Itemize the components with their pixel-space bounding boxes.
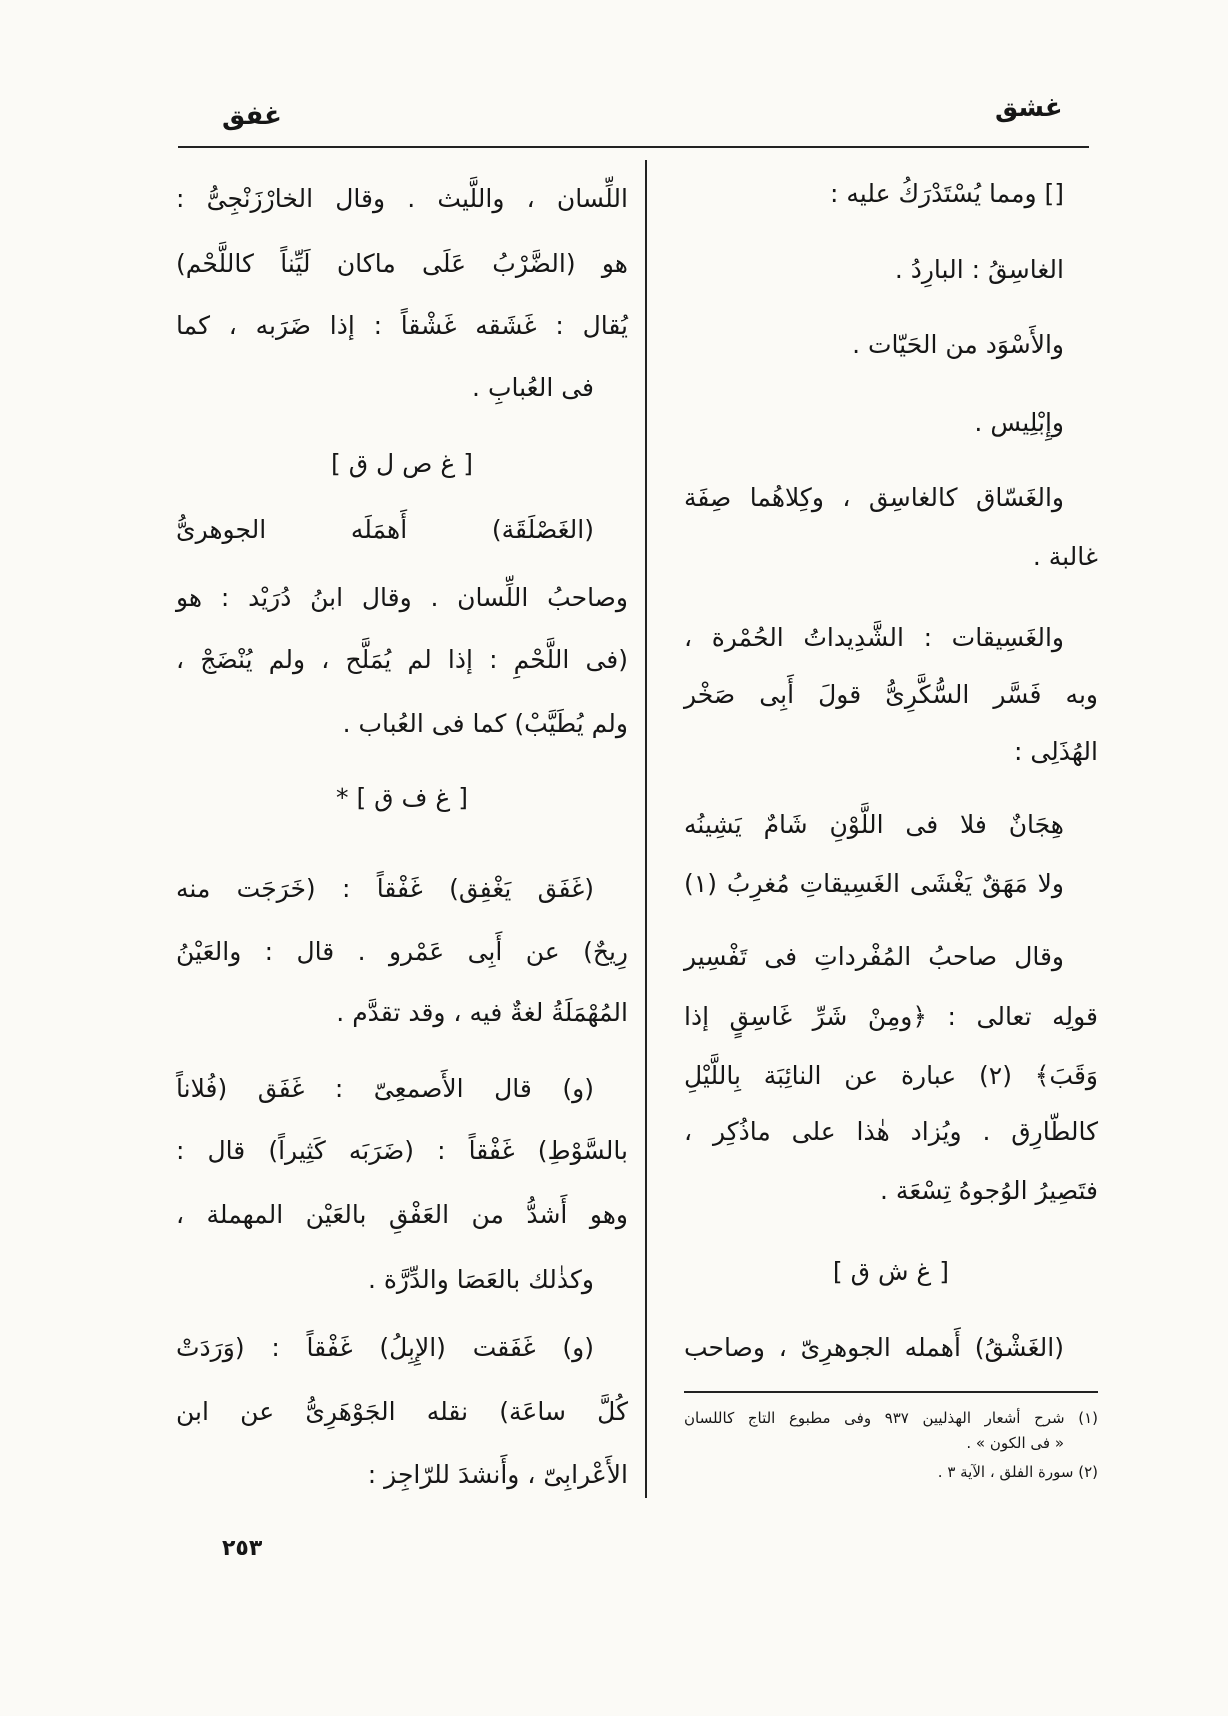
text-line: وبه فَسَّر السُّكَّرِىُّ قولَ أَبِى صَخْر — [684, 680, 1098, 709]
text-line: والغَسِيقات : الشَّدِيداتُ الحُمْرة ، — [684, 623, 1064, 652]
text-line: والأَسْوَد من الحَيّات . — [852, 330, 1064, 359]
text-line: كُلَّ ساعَة) نقله الجَوْهَرِىُّ عن ابن — [176, 1397, 628, 1426]
text-line: هو (الضَّرْبُ عَلَى ماكان لَيِّناً كاللَّحْم) — [176, 249, 628, 278]
text-line: وَقَبَ﴾ (٢) عبارة عن النائِبَة بِاللَّيْلِ — [684, 1061, 1099, 1090]
text-line: وكذٰلك بالعَصَا والدِّرَّة . — [367, 1265, 594, 1294]
text-line: ولم يُطَيَّبْ) كما فى العُباب . — [342, 709, 628, 738]
verse-line: هِجَانٌ فلا فى اللَّوْنِ شَامٌ يَشِينُه — [684, 810, 1064, 839]
running-head-left: غفق — [222, 101, 282, 131]
entry-heading: [ غ ش ق ] — [832, 1257, 950, 1286]
left-column — [176, 0, 628, 1716]
text-line: يُقال : غَشَقه غَشْقاً : إذا ضَرَبه ، كما — [176, 311, 628, 340]
running-head-right: غشق — [995, 93, 1063, 123]
text-line: قولِه تعالى : ﴿ومِنْ شَرِّ غَاسِقٍ إذا — [684, 1002, 1098, 1031]
footnote-rule — [684, 1391, 1098, 1393]
text-line: والغَسّاق كالغاسِق ، وكِلاهُما صِفَة — [684, 483, 1064, 512]
text-line: المُهْمَلَةُ لغةٌ فيه ، وقد تقدَّم . — [336, 998, 628, 1027]
text-line: الأَعْرابِىّ ، وأَنشدَ للرّاجِز : — [367, 1460, 628, 1489]
entry-heading: [ غ ف ق ] * — [336, 783, 468, 812]
text-line: [] ومما يُسْتَدْرَكُ عليه : — [830, 179, 1064, 208]
entry-heading: [ غ ص ل ق ] — [331, 449, 473, 478]
text-line: وهو أَشدُّ من العَفْقِ بالعَيْن المهملة ، — [176, 1200, 628, 1229]
text-line: (غَفَق يَغْفِق) غَفْقاً : (خَرَجَت منه — [176, 874, 594, 903]
text-line: بالسَّوْطِ) غَفْقاً : (ضَرَبَه كَثِيراً) قال : — [176, 1136, 628, 1165]
text-line: وقال صاحبُ المُفْرداتِ فى تَفْسِير — [684, 942, 1064, 971]
text-line: وصاحبُ اللِّسان . وقال ابنُ دُرَيْد : هو — [176, 583, 628, 612]
text-line: رِيحٌ) عن أَبِى عَمْرو . قال : والعَيْنُ — [176, 937, 628, 966]
text-line: فى العُبابِ . — [472, 373, 594, 402]
text-line: كالطّارِق . ويُزاد هٰذا على ماذُكِر ، — [684, 1117, 1098, 1146]
text-line: فتَصِيرُ الوُجوهُ تِسْعَة . — [880, 1176, 1098, 1205]
text-line: غالبة . — [1032, 542, 1098, 571]
text-line: الغاسِقُ : البارِدُ . — [894, 255, 1064, 284]
text-line: اللِّسان ، واللَّيث . وقال الخارْزَنْجِىُّ : — [176, 184, 628, 213]
text-line: الهُذَلِى : — [1013, 737, 1098, 766]
footnote-line: (١) شرح أشعار الهذليين ٩٣٧ وفى مطبوع التاج كاللسان — [684, 1409, 1098, 1427]
text-line: (الغَشْقُ) أَهمله الجوهرِىّ ، وصاحب — [684, 1333, 1064, 1362]
page-number: ٢٥٣ — [222, 1536, 263, 1561]
text-line: (الغَصْلَقَة) أَهمَلَه الجوهرىُّ — [176, 515, 594, 544]
right-column — [684, 0, 1098, 1716]
footnote-line: (٢) سورة الفلق ، الآية ٣ . — [937, 1463, 1098, 1481]
text-line: (و) قال الأَصمعِىّ : غَفَق (فُلاناً — [176, 1074, 594, 1103]
verse-line: ولا مَهَقٌ يَغْشَى الغَسِيقاتِ مُغرِبُ (١) — [684, 869, 1064, 898]
column-divider — [645, 160, 647, 1498]
footnote-line: « فى الكون » . — [966, 1434, 1064, 1452]
text-line: وإِبْلِيس . — [974, 408, 1064, 437]
text-line: (فى اللَّحْمِ : إذا لم يُمَلَّح ، ولم يُنْضَجْ ، — [176, 645, 628, 674]
text-line: (و) غَفَقت (الإِبِلُ) غَفْقاً : (وَرَدَتْ — [176, 1333, 594, 1362]
